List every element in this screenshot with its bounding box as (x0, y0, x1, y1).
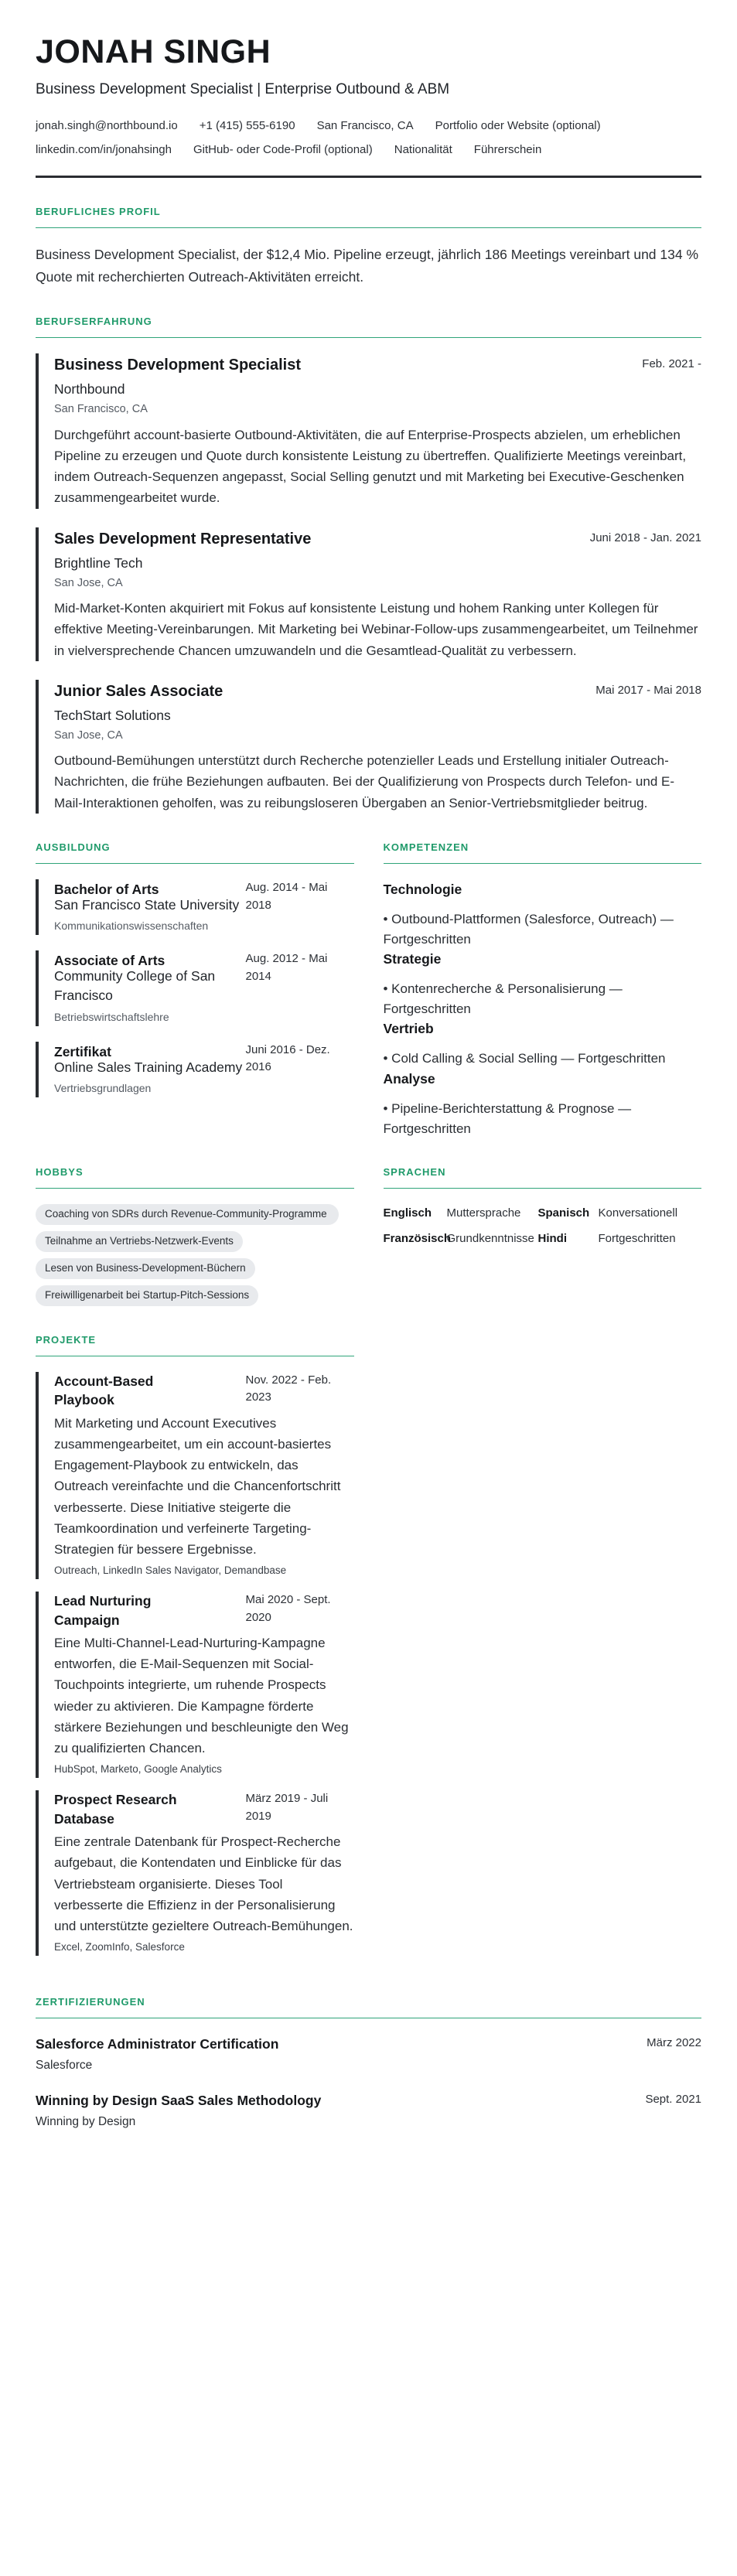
certification-issuer: Salesforce (36, 2059, 93, 2073)
hobby-list (36, 1204, 354, 1306)
job-entry (36, 353, 701, 508)
job-description: Durchgeführt account-basierte Outbound-Aktivitäten, die auf Enterprise-Prospects abzielen, um erheblichen Pipeline zu erzeugen und Quote durch konsistente Leistung zu übertreffen. Qualifizierte Meetings vereinbart, indem Outreach-Sequenzen angepasst, Social Selling genutzt und mit Marketing bei Executive-Geschenken zusammengearbeitet wurde. (54, 427, 687, 506)
project-tools: HubSpot, Marketo, Google Analytics (54, 1763, 222, 1776)
job-location: San Jose, CA (54, 576, 123, 589)
skill-category: Strategie (383, 951, 442, 967)
education-entry (36, 879, 354, 935)
project-title: Lead Nurturing Campaign (54, 1593, 152, 1628)
project-date: Mai 2020 - Sept. 2020 (245, 1593, 331, 1624)
project-entry (36, 1790, 354, 1956)
project-title: Prospect Research Database (54, 1792, 177, 1827)
certifications-section (36, 1994, 701, 2131)
language-name: Hindi (537, 1232, 567, 1246)
skill-category: Technologie (383, 882, 462, 897)
project-description: Eine zentrale Datenbank für Prospect-Recherche aufgebaut, die Kontendaten und Einblicke für das Vertriebsteam organisierte. Dieses Tool verbesserte die Effizienz in der Personalisierung und unterstützte gezieltere Outreach-Bemühungen. (54, 1834, 353, 1933)
contact-github[interactable]: GitHub- oder Code-Profil (optional) (193, 142, 373, 156)
language-level: Konversationell (598, 1206, 678, 1220)
hobby-chip: Lesen von Business-Development-Büchern (36, 1258, 255, 1279)
education-degree: Associate of Arts (54, 953, 165, 969)
contact-linkedin[interactable]: linkedin.com/in/jonahsingh (36, 142, 172, 156)
project-date: März 2019 - Juli 2019 (245, 1792, 329, 1823)
skill-group (384, 1018, 702, 1069)
section-title-experience: BERUFSERFAHRUNG (36, 314, 701, 338)
certification-issuer: Winning by Design (36, 2115, 136, 2129)
job-date: Juni 2018 - Jan. 2021 (589, 531, 701, 544)
education-date: Juni 2016 - Dez. 2016 (245, 1042, 330, 1073)
certification-date: März 2022 (647, 2036, 701, 2050)
certification-date: Sept. 2021 (645, 2093, 701, 2107)
skill-item: • Pipeline-Berichterstattung & Prognose — Fortgeschritten (383, 1101, 632, 1136)
job-company: Brightline Tech (54, 554, 143, 571)
job-title: Business Development Specialist (54, 357, 302, 374)
job-location: San Jose, CA (54, 728, 123, 742)
hobby-chip: Freiwilligenarbeit bei Startup-Pitch-Sessions (36, 1285, 258, 1306)
skill-item: • Cold Calling & Social Selling — Fortgeschritten (383, 1051, 666, 1066)
project-entry (36, 1592, 354, 1778)
section-title-languages: SPRACHEN (384, 1165, 702, 1189)
section-title-projects: PROJEKTE (36, 1332, 354, 1356)
project-description: Eine Multi-Channel-Lead-Nurturing-Kampagne entworfen, die E-Mail-Sequenzen mit Social-Touchpoints integrierte, um ruhende Prospects wieder zu aktivieren. Die Kampagne förderte stärkere Beziehungen und beschleunigte den Weg zu qualifizierten Chancen. (54, 1636, 349, 1756)
contact-phone[interactable]: +1 (415) 555-6190 (199, 118, 295, 132)
language-level: Muttersprache (446, 1206, 521, 1220)
education-field: Kommunikationswissenschaften (54, 920, 209, 933)
skill-item: • Outbound-Plattformen (Salesforce, Outreach) — Fortgeschritten (383, 912, 674, 947)
contact-nationality: Nationalität (394, 142, 452, 156)
languages-section (384, 1165, 702, 1306)
job-title: Junior Sales Associate (54, 682, 223, 700)
job-description: Outbound-Bemühungen unterstützt durch Recherche potenzieller Leads und Erstellung initialer Outreach-Nachrichten, die frühe Beziehungen aufbauten. Bei der Qualifizierung von Prospects durch Telefon- und E-Mail-Interaktionen geholfen, was zu reibungsloseren Übergaben an Senior-Vertriebsmitglieder beitrug. (54, 753, 675, 810)
certification-entry (36, 2090, 701, 2131)
contact-row-1 (36, 117, 701, 135)
experience-section (36, 314, 701, 814)
hobbies-languages-row (36, 1165, 701, 1306)
project-tools: Outreach, LinkedIn Sales Navigator, Demandbase (54, 1564, 287, 1577)
language-name: Spanisch (537, 1206, 590, 1220)
job-company: Northbound (54, 381, 125, 397)
headline: Business Development Specialist | Enterprise Outbound & ABM (36, 81, 450, 98)
profile-section (36, 204, 701, 288)
contact-row-2 (36, 141, 701, 159)
education-entry (36, 950, 354, 1025)
education-date: Aug. 2012 - Mai 2014 (245, 952, 328, 983)
certification-entry (36, 2034, 701, 2075)
skill-group (384, 1069, 702, 1138)
contact-email[interactable]: jonah.singh@northbound.io (36, 118, 178, 132)
skill-item: • Kontenrecherche & Personalisierung — Fortgeschritten (383, 981, 623, 1016)
education-degree: Bachelor of Arts (54, 882, 159, 897)
education-section (36, 840, 354, 1138)
project-entry (36, 1372, 354, 1579)
education-school: San Francisco State University (54, 897, 240, 913)
education-skills-row (36, 840, 701, 1138)
candidate-name: JONAH SINGH (36, 33, 271, 70)
job-title: Sales Development Representative (54, 530, 312, 548)
education-school: Community College of San Francisco (54, 968, 216, 1004)
education-field: Betriebswirtschaftslehre (54, 1010, 169, 1023)
language-name: Englisch (383, 1206, 432, 1220)
section-title-certifications: ZERTIFIZIERUNGEN (36, 1994, 701, 2018)
language-level: Grundkenntnisse (446, 1232, 534, 1246)
certification-title: Winning by Design SaaS Sales Methodology (36, 2093, 322, 2109)
job-company: TechStart Solutions (54, 707, 171, 723)
section-title-education: AUSBILDUNG (36, 840, 354, 864)
skill-category: Vertrieb (383, 1021, 434, 1037)
language-level: Fortgeschritten (598, 1232, 676, 1246)
project-description: Mit Marketing und Account Executives zusammengearbeitet, um ein account-basiertes Engagement-Playbook zu entwickeln, das Outreach vereinfachte und die Chancenfortschritt verbesserte. Diese Initiative steigerte die Teamkoordination und verfeinerte Targeting-Strategien für bessere Ergebnisse. (54, 1415, 341, 1557)
hobby-chip: Coaching von SDRs durch Revenue-Community-Programme (36, 1204, 339, 1225)
project-tools: Excel, ZoomInfo, Salesforce (54, 1941, 185, 1953)
job-location: San Francisco, CA (54, 403, 148, 416)
projects-row (36, 1332, 701, 1968)
education-degree: Zertifikat (54, 1043, 111, 1059)
job-entry (36, 527, 701, 661)
contact-portfolio[interactable]: Portfolio oder Website (optional) (435, 118, 601, 132)
contact-license: Führerschein (473, 142, 542, 156)
job-date: Mai 2017 - Mai 2018 (595, 683, 701, 697)
header-divider (36, 176, 701, 178)
job-date: Feb. 2021 - (642, 357, 701, 371)
education-date: Aug. 2014 - Mai 2018 (245, 881, 328, 912)
project-title: Account-Based Playbook (54, 1373, 154, 1408)
skill-category: Analyse (383, 1070, 435, 1087)
job-entry (36, 680, 701, 814)
language-name: Französisch (383, 1232, 452, 1246)
hobby-chip: Teilnahme an Vertriebs-Netzwerk-Events (36, 1231, 243, 1252)
resume-header (36, 34, 701, 178)
education-field: Vertriebsgrundlagen (54, 1081, 152, 1094)
skill-group (384, 879, 702, 949)
empty-column (384, 1332, 702, 1968)
education-school: Online Sales Training Academy (54, 1059, 243, 1075)
profile-text: Business Development Specialist, der $12,4 Mio. Pipeline erzeugt, jährlich 186 Meetings vereinbart und 134 % Quote mit recherchierten Outreach-Aktivitäten erreicht. (36, 247, 699, 285)
projects-section (36, 1332, 354, 1968)
skill-group (384, 949, 702, 1018)
certification-title: Salesforce Administrator Certification (36, 2036, 279, 2052)
education-entry (36, 1042, 354, 1097)
language-list (384, 1204, 702, 1248)
project-date: Nov. 2022 - Feb. 2023 (245, 1373, 332, 1404)
section-title-profile: BERUFLICHES PROFIL (36, 204, 701, 228)
section-title-skills: KOMPETENZEN (384, 840, 702, 864)
section-title-hobbies: HOBBYS (36, 1165, 354, 1189)
contact-location: San Francisco, CA (316, 118, 414, 132)
hobbies-section (36, 1165, 354, 1306)
skills-section (384, 840, 702, 1138)
job-description: Mid-Market-Konten akquiriert mit Fokus auf konsistente Leistung und hohem Ranking unter Kollegen für effektive Meeting-Vereinbarungen. Mit Marketing bei Webinar-Follow-ups zusammengearbeitet, um Teilnehmer in vielversprechende Chancen umzuwandeln und die Gesamtlead-Qualität zu verbessern. (54, 601, 698, 658)
